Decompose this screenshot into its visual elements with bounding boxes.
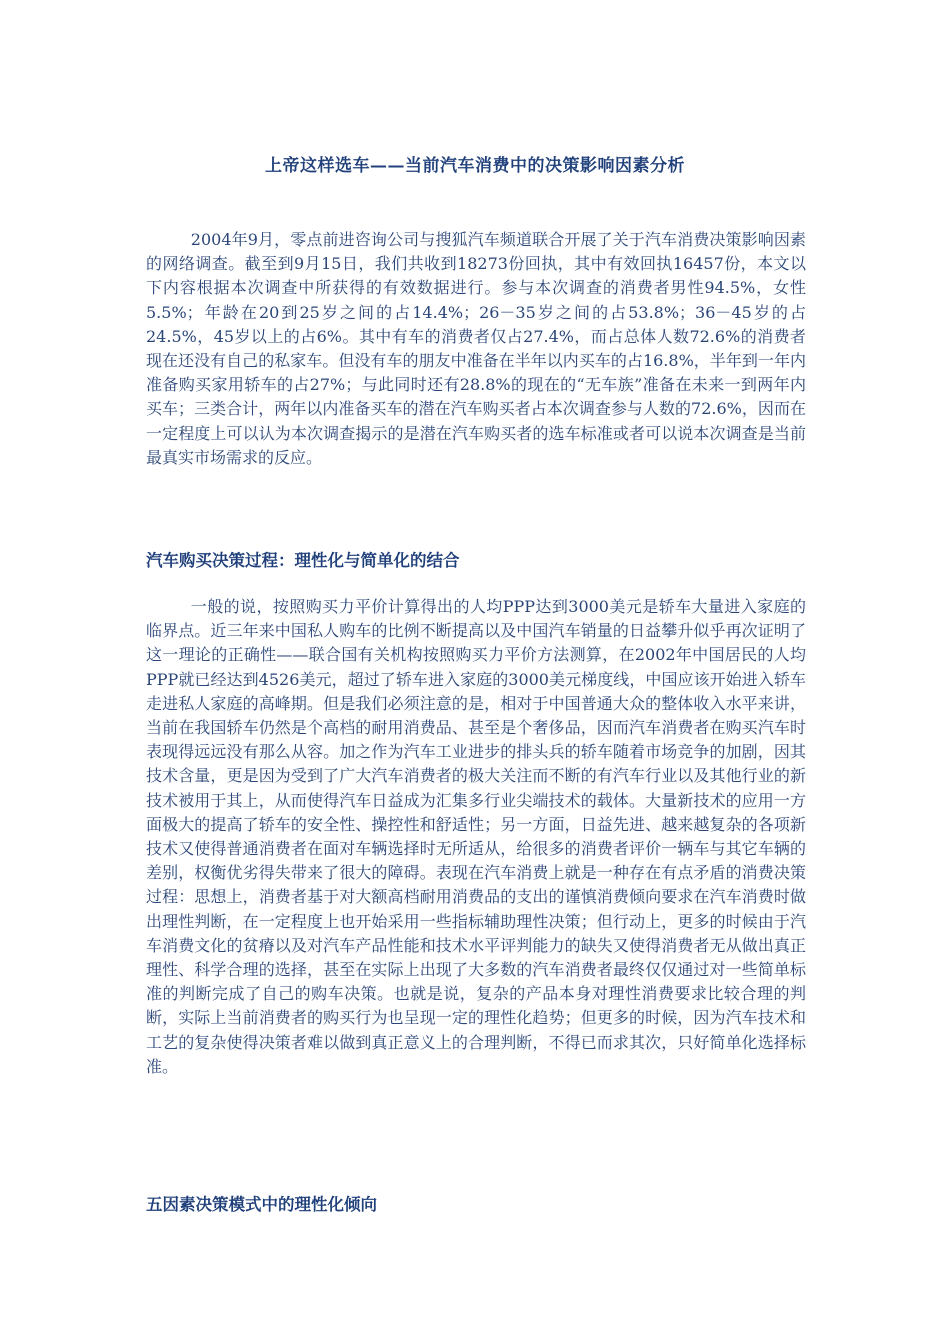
section-paragraph-decision-process: 一般的说，按照购买力平价计算得出的人均PPP达到3000美元是轿车大量进入家庭的临界点。近三年来中国私人购车的比例不断提高以及中国汽车销量的日益攀升似乎再次证明了这一理论的正确性——联合国有关机构按照购买力平价方法测算，在2002年中国居民的人均PPP就已经达到4526美元，超过了轿车进入家庭的3000美元梯度线，中国应该开始进入轿车走进私人家庭的高峰期。但是我们必须注意的是，相对于中国普通大众的整体收入水平来讲，当前在我国轿车仍然是个高档的耐用消费品、甚至是个奢侈品，因而汽车消费者在购买汽车时表现得远远没有那么从容。加之作为汽车工业进步的排头兵的轿车随着市场竞争的加剧，因其技术含量，更是因为受到了广大汽车消费者的极大关注而不断的有汽车行业以及其他行业的新技术被用于其上，从而使得汽车日益成为汇集多行业尖端技术的载体。大量新技术的应用一方面极大的提高了轿车的安全性、操控性和舒适性；另一方面，日益先进、越来越复杂的各项新技术又使得普通消费者在面对车辆选择时无所适从，给很多的消费者评价一辆车与其它车辆的差别，权衡优劣得失带来了很大的障碍。表现在汽车消费上就是一种存在有点矛盾的消费决策过程：思想上，消费者基于对大额高档耐用消费品的支出的谨慎消费倾向要求在汽车消费时做出理性判断，在一定程度上也开始采用一些指标辅助理性决策；但行动上，更多的时候由于汽车消费文化的贫瘠以及对汽车产品性能和技术水平评判能力的缺失又使得消费者无从做出真正理性、科学合理的选择，甚至在实际上出现了大多数的汽车消费者最终仅仅通过对一些简单标准的判断完成了自己的购车决策。也就是说，复杂的产品本身对理性消费要求比较合理的判断，实际上当前消费者的购买行为也呈现一定的理性化趋势；但更多的时候，因为汽车技术和工艺的复杂使得决策者难以做到真正意义上的合理判断，不得已而求其次，只好简单化选择标准。 — [146, 597, 806, 1076]
intro-paragraph: 2004年9月，零点前进咨询公司与搜狐汽车频道联合开展了关于汽车消费决策影响因素的网络调查。截至到9月15日，我们共收到18273份回执，其中有效回执16457份，本文以下内容根据本次调查中所获得的有效数据进行。参与本次调查的消费者男性94.5%，女性5.5%；年龄在20到25岁之间的占14.4%；26－35岁之间的占53.8%；36－45岁的占24.5%，45岁以上的占6%。其中有车的消费者仅占27.4%，而占总体人数72.6%的消费者现在还没有自己的私家车。但没有车的朋友中准备在半年以内买车的占16.8%，半年到一年内准备购买家用轿车的占27%；与此同时还有28.8%的现在的“无车族”准备在未来一到两年内买车；三类合计，两年以内准备买车的潜在汽车购买者占本次调查参与人数的72.6%，因而在一定程度上可以认为本次调查揭示的是潜在汽车购买者的选车标准或者可以说本次调查是当前最真实市场需求的反应。 — [146, 230, 806, 467]
section-heading-decision-process: 汽车购买决策过程：理性化与简单化的结合 — [146, 551, 460, 570]
section-heading-five-factor: 五因素决策模式中的理性化倾向 — [146, 1195, 377, 1214]
document-title: 上帝这样选车——当前汽车消费中的决策影响因素分析 — [265, 156, 685, 176]
